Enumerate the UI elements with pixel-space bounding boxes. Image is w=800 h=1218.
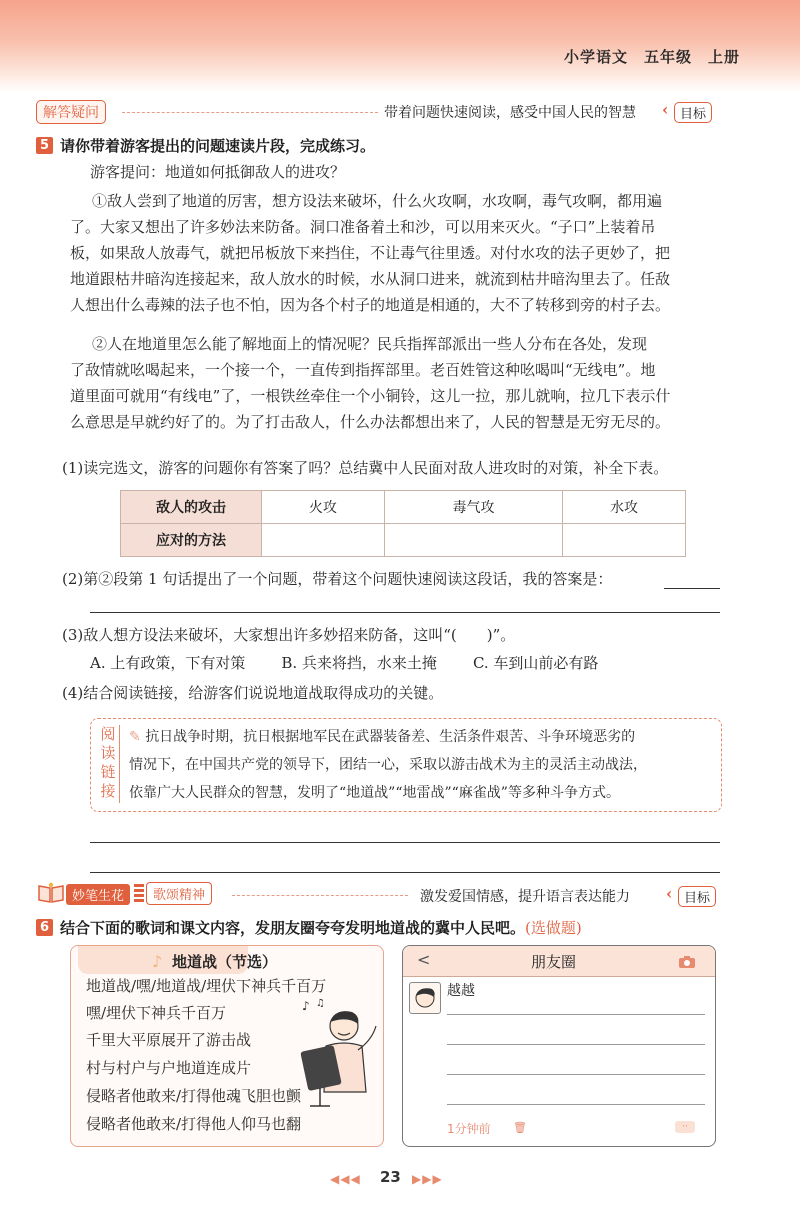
chevron-left-icon: ‹ (662, 100, 669, 119)
avatar (409, 982, 441, 1014)
passage-line: 了敌情就吆喝起来，一个接一个，一直传到指挥部里。老百姓管这种吆喝叫“无线电”。地 (70, 361, 656, 379)
table-cell: 火攻 (262, 491, 385, 524)
section-divider (122, 112, 378, 113)
page-number: 23 (380, 1168, 401, 1186)
music-note-icon: ♪ (152, 952, 163, 971)
section-tag-secondary: 歌颂精神 (146, 882, 212, 905)
question-number-badge: 6 (36, 919, 53, 936)
goal-tag: 目标 (678, 886, 716, 907)
answer-line[interactable] (90, 612, 720, 613)
song-title: 地道战（节选） (172, 953, 278, 971)
back-icon[interactable]: < (417, 950, 431, 969)
answer-blank[interactable] (664, 588, 720, 589)
passage-line: 么意思是早就约好了的。为了打击敌人，什么办法都想出来了，人民的智慧是无穷无尽的。 (70, 413, 671, 431)
option-c[interactable]: C. 车到山前必有路 (472, 654, 599, 672)
reading-link-line-text: 抗日战争时期，抗日根据地军民在武器装备差、生活条件艰苦、斗争环境恶劣的 (145, 729, 636, 745)
song-line: 村与村户与户地道连成片 (86, 1059, 252, 1077)
sub-question-4: (4)结合阅读链接，给游客们说说地道战取得成功的关键。 (62, 684, 444, 702)
user-name: 越越 (447, 983, 475, 999)
option-a[interactable]: A. 上有政策，下有对策 (90, 654, 246, 672)
answer-line[interactable] (90, 842, 720, 843)
singing-boy-illustration (296, 996, 380, 1108)
write-line[interactable] (447, 1044, 705, 1045)
passage-line: 了。大家又想出了许多妙法来防备。洞口准备着土和沙，可以用来灭火。“子口”上装着吊 (70, 218, 656, 236)
sub-question-2: (2)第②段第 1 句话提出了一个问题，带着这个问题快速阅读这段话，我的答案是： (62, 570, 613, 588)
book-title: 小学语文 五年级 上册 (563, 48, 740, 66)
pencil-icon: ✎ (129, 729, 141, 745)
section-tag: 解答疑问 (36, 100, 106, 124)
write-line[interactable] (447, 1014, 705, 1015)
song-line: 嘿/埋伏下神兵千百万 (86, 1004, 227, 1022)
song-line: 侵略者他敢来/打得他人仰马也翻 (86, 1115, 302, 1133)
answer-cell[interactable] (262, 524, 385, 557)
section-tag-primary: 妙笔生花 (66, 884, 130, 905)
question-title (60, 917, 582, 938)
moments-panel (402, 945, 716, 1147)
triangles-right-icon: ▶▶▶ (412, 1172, 443, 1186)
write-line[interactable] (447, 1074, 705, 1075)
passage-paragraph-2 (70, 331, 730, 435)
song-line: 侵略者他敢来/打得他魂飞胆也颤 (86, 1087, 302, 1105)
passage-line: 地道跟枯井暗沟连接起来，敌人放水的时候，水从洞口进来，就流到枯井暗沟里去了。任敌 (70, 270, 671, 288)
question-title: 请你带着游客提出的问题速读片段，完成练习。 (60, 137, 376, 155)
passage-line: 道里面可就用“有线电”了，一根铁丝牵住一个小铜铃，这儿一拉，那儿就响，拉几下表示什 (70, 387, 671, 405)
trash-icon[interactable]: 🗑 (513, 1121, 527, 1134)
reading-link-line: 依靠广大人民群众的智慧，发明了“地道战”“地雷战”“麻雀战”等多种斗争方式。 (129, 785, 620, 801)
section-goal-text: 带着问题快速阅读，感受中国人民的智慧 (384, 105, 636, 121)
chevron-left-icon: ‹ (666, 884, 673, 903)
question-number-badge: 5 (36, 137, 53, 154)
svg-text:♫: ♫ (316, 998, 325, 1009)
camera-icon[interactable] (679, 953, 695, 965)
moments-title: 朋友圈 (531, 953, 577, 971)
answer-options (90, 650, 634, 676)
answer-line[interactable] (90, 872, 720, 873)
reading-link-label: 阅读链接 (97, 725, 120, 803)
reading-link-line: 情况下，在中国共产党的领导下，团结一心，采取以游击战术为主的灵活主动战法， (129, 757, 647, 773)
svg-text:♪: ♪ (302, 999, 310, 1013)
response-table (120, 490, 686, 557)
triangles-left-icon: ◀◀◀ (330, 1172, 361, 1186)
song-line: 地道战/嘿/地道战/埋伏下神兵千百万 (86, 977, 327, 995)
answer-cell[interactable] (384, 524, 562, 557)
table-cell: 水攻 (563, 491, 686, 524)
answer-cell[interactable] (563, 524, 686, 557)
song-line: 千里大平原展开了游击战 (86, 1031, 252, 1049)
comment-icon[interactable]: ·· (675, 1121, 695, 1133)
option-b[interactable]: B. 兵来将挡，水来土掩 (281, 654, 437, 672)
passage-paragraph-1 (70, 188, 730, 318)
post-time: 1分钟前 (447, 1122, 491, 1136)
sub-question-3: (3)敌人想方设法来破坏，大家想出许多妙招来防备，这叫“( )”。 (62, 626, 516, 644)
passage-line: 板，如果敌人放毒气，就把吊板放下来挡住，不让毒气往里透。对付水攻的法子更妙了，把 (70, 244, 671, 262)
passage-line: ②人在地道里怎么能了解地面上的情况呢？民兵指挥部派出一些人分布在各处，发现 (92, 335, 648, 353)
table-row-label: 应对的方法 (121, 524, 262, 557)
table-cell: 毒气攻 (384, 491, 562, 524)
question-title-text: 结合下面的歌词和课文内容，发朋友圈夸夸发明地道战的冀中人民吧。 (60, 919, 526, 937)
reading-link-box (90, 718, 722, 812)
reading-link-text (129, 723, 714, 807)
reading-link-line (129, 723, 714, 751)
section-divider (232, 895, 408, 896)
visitor-question: 游客提问：地道如何抵御敌人的进攻？ (90, 163, 346, 181)
book-icon (36, 882, 66, 904)
sub-question-1: (1)读完选文，游客的问题你有答案了吗？总结冀中人民面对敌人进攻时的对策，补全下表。 (62, 459, 669, 477)
write-line[interactable] (447, 1104, 705, 1105)
optional-tag: (选做题) (525, 919, 582, 937)
goal-tag: 目标 (674, 102, 712, 123)
tag-separator (134, 884, 144, 902)
section-goal-text: 激发爱国情感，提升语言表达能力 (420, 889, 630, 905)
passage-line: 人想出什么毒辣的法子也不怕，因为各个村子的地道是相通的，大不了转移到旁的村子去。 (70, 296, 671, 314)
passage-line: ①敌人尝到了地道的厉害，想方设法来破坏，什么火攻啊，水攻啊，毒气攻啊，都用遍 (92, 192, 663, 210)
table-row-label: 敌人的攻击 (121, 491, 262, 524)
